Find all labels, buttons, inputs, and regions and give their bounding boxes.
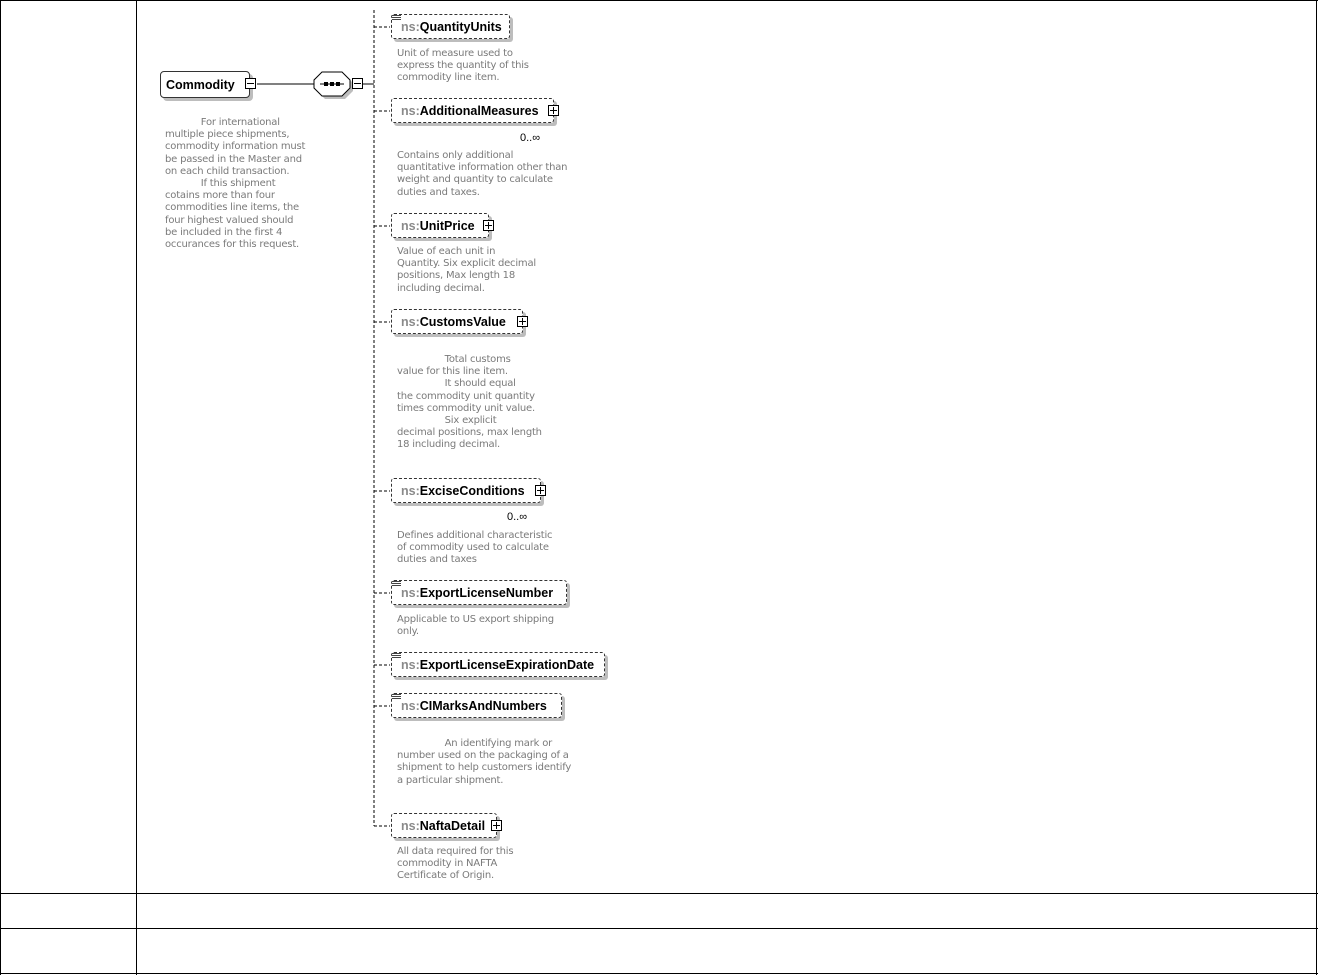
element-description: Unit of measure used to express the quantity of this commodity line item. bbox=[397, 48, 529, 84]
element-description: All data required for this commodity in NAFTA Certificate of Origin. bbox=[397, 846, 514, 882]
element-name: CustomsValue bbox=[419, 315, 506, 329]
element-name: ExportLicenseExpirationDate bbox=[419, 658, 595, 672]
element-name: ExportLicenseNumber bbox=[419, 586, 554, 600]
element-export-license-expiration-date[interactable] bbox=[391, 652, 605, 677]
element-name: CIMarksAndNumbers bbox=[419, 699, 547, 713]
element-description: Defines additional characteristic of commodity used to calculate duties and taxes bbox=[397, 530, 553, 566]
multiplicity-label: 0..∞ bbox=[520, 132, 541, 144]
attributes-icon bbox=[392, 581, 401, 587]
expand-icon[interactable] bbox=[491, 820, 502, 831]
root-element-box[interactable] bbox=[160, 71, 250, 98]
sequence-compositor bbox=[314, 72, 353, 99]
attributes-icon bbox=[392, 653, 401, 659]
root-description: For international multiple piece shipments, commodity information must be passed in the Master and on each child transaction. If this shipment cotains more than four commodities line items, the four highest valued should be included in the first 4 occurances for this request. bbox=[165, 117, 306, 251]
element-namespace-prefix: ns: bbox=[401, 104, 420, 118]
element-name: NaftaDetail bbox=[419, 819, 486, 833]
element-name: AdditionalMeasures bbox=[419, 104, 539, 118]
element-description: Contains only additional quantitative information other than weight and quantity to calculate duties and taxes. bbox=[397, 150, 568, 198]
element-namespace-prefix: ns: bbox=[401, 315, 420, 329]
element-quantity-units[interactable] bbox=[391, 14, 510, 39]
element-name: UnitPrice bbox=[419, 219, 475, 233]
expand-icon[interactable] bbox=[548, 105, 559, 116]
branch-lines bbox=[374, 27, 390, 826]
element-namespace-prefix: ns: bbox=[401, 219, 420, 233]
element-namespace-prefix: ns: bbox=[401, 586, 420, 600]
element-unit-price[interactable] bbox=[391, 213, 489, 238]
element-excise-conditions[interactable] bbox=[391, 478, 541, 503]
element-description: Total customs value for this line item. It should equal the commodity unit quantity times commodity unit value. Six explicit decimal positions, max length 18 including decimal. bbox=[397, 354, 542, 451]
element-export-license-number[interactable] bbox=[391, 580, 567, 605]
element-description: Applicable to US export shipping only. bbox=[397, 614, 554, 638]
element-namespace-prefix: ns: bbox=[401, 484, 420, 498]
element-namespace-prefix: ns: bbox=[401, 20, 420, 34]
element-customs-value[interactable] bbox=[391, 309, 523, 334]
element-namespace-prefix: ns: bbox=[401, 699, 420, 713]
expand-icon[interactable] bbox=[483, 220, 494, 231]
element-namespace-prefix: ns: bbox=[401, 819, 420, 833]
element-additional-measures[interactable] bbox=[391, 98, 554, 123]
element-name: QuantityUnits bbox=[419, 20, 502, 34]
element-cimarks-and-numbers[interactable] bbox=[391, 693, 562, 718]
expand-icon[interactable] bbox=[535, 485, 546, 496]
root-element-name: Commodity bbox=[166, 78, 235, 92]
attributes-icon bbox=[392, 15, 401, 21]
element-nafta-detail[interactable] bbox=[391, 813, 497, 838]
element-name: ExciseConditions bbox=[419, 484, 525, 498]
collapse-icon[interactable] bbox=[245, 78, 256, 89]
expand-icon[interactable] bbox=[517, 316, 528, 327]
element-namespace-prefix: ns: bbox=[401, 658, 420, 672]
attributes-icon bbox=[392, 694, 401, 700]
element-description: Value of each unit in Quantity. Six explicit decimal positions, Max length 18 including decimal. bbox=[397, 246, 536, 294]
sequence-collapse-icon[interactable] bbox=[352, 78, 363, 89]
element-description: An identifying mark or number used on the packaging of a shipment to help customers identify a particular shipment. bbox=[397, 738, 572, 786]
multiplicity-label: 0..∞ bbox=[507, 511, 528, 523]
